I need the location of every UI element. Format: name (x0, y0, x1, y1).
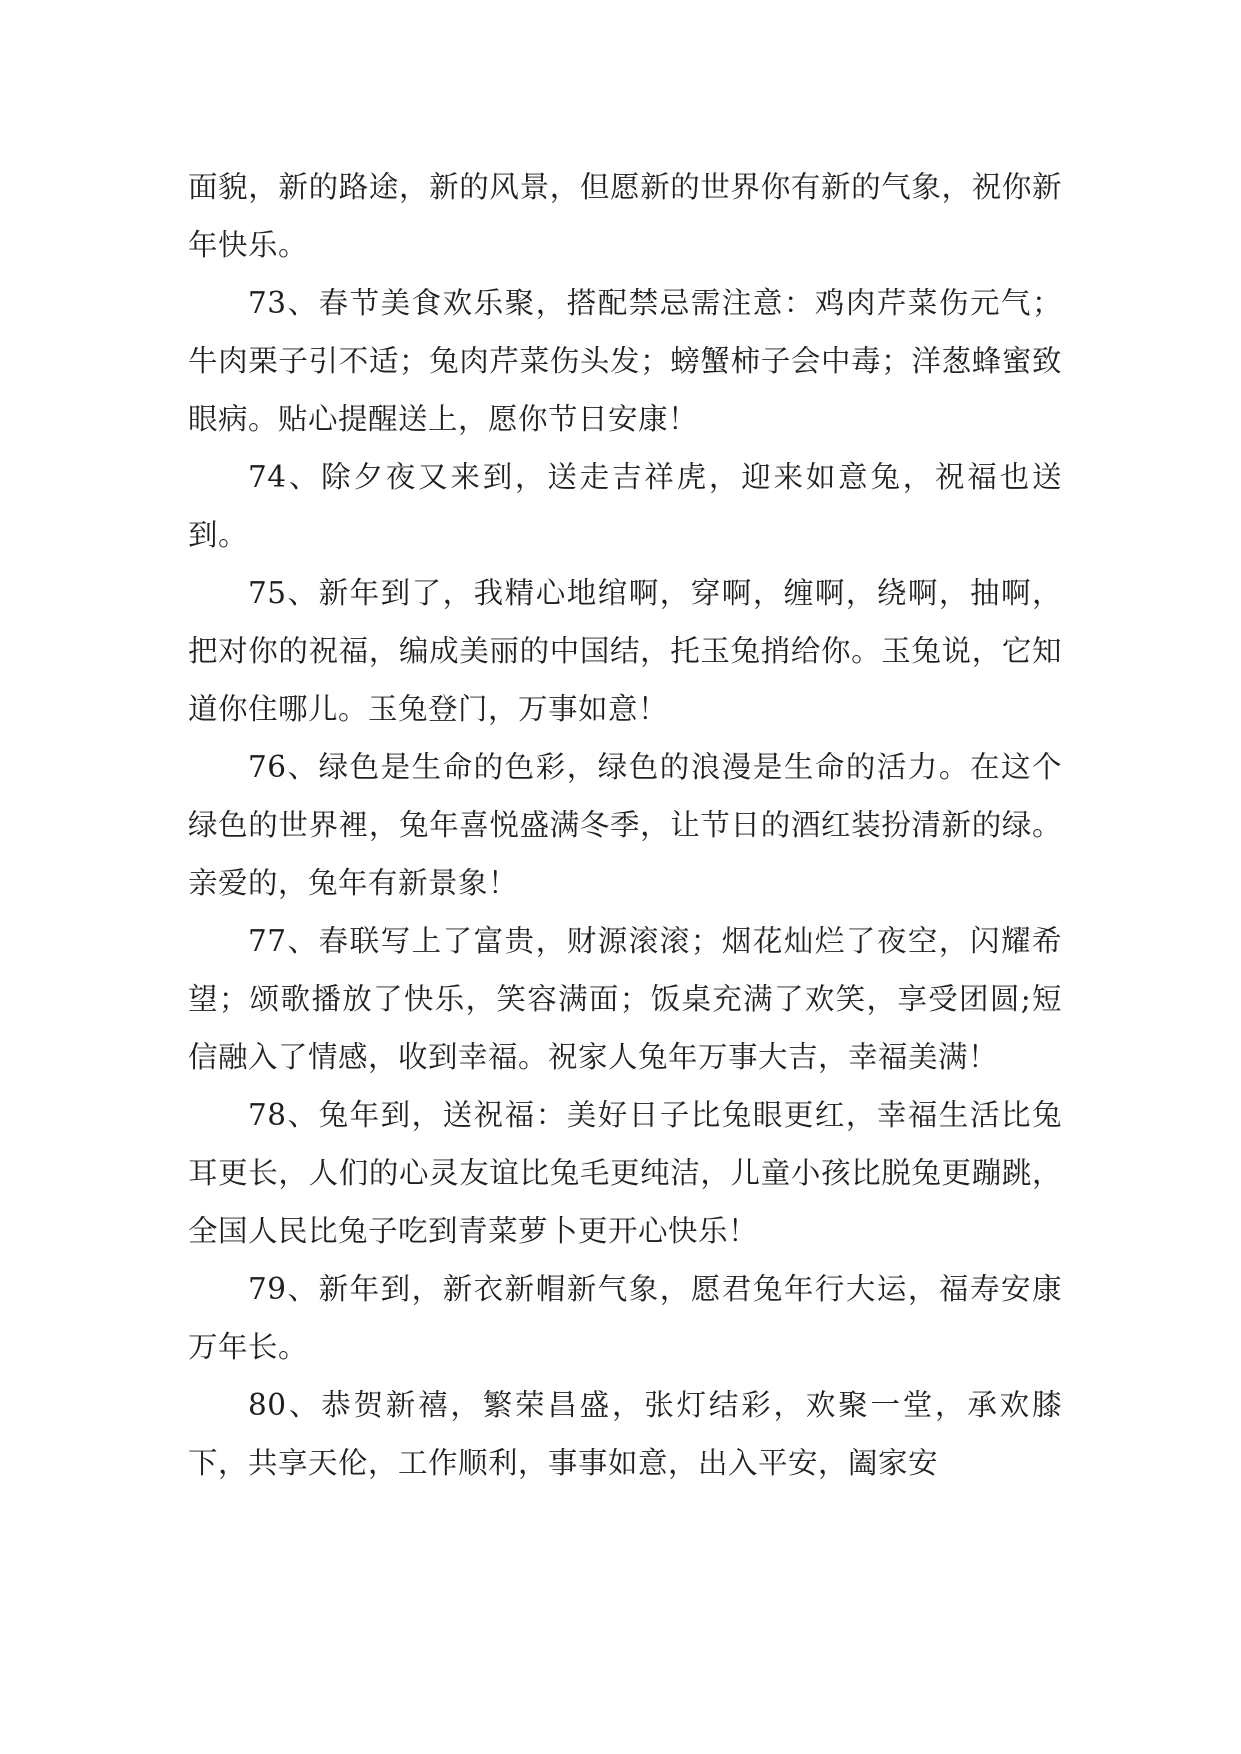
paragraph-78: 78、兔年到，送祝福：美好日子比兔眼更红，幸福生活比兔耳更长，人们的心灵友谊比兔毛更纯洁，儿童小孩比脱兔更蹦跳，全国人民比兔子吃到青菜萝卜更开心快乐！ (188, 1098, 1062, 1248)
paragraph-79: 79、新年到，新衣新帽新气象，愿君兔年行大运，福寿安康万年长。 (188, 1272, 1062, 1364)
paragraph-continued: 面貌，新的路途，新的风景，但愿新的世界你有新的气象，祝你新年快乐。 (188, 170, 1062, 262)
document-body (188, 158, 1062, 1492)
paragraph-77: 77、春联写上了富贵，财源滚滚；烟花灿烂了夜空，闪耀希望；颂歌播放了快乐，笑容满面；饭桌充满了欢笑，享受团圆;短信融入了情感，收到幸福。祝家人兔年万事大吉，幸福美满！ (188, 924, 1062, 1074)
paragraph-75: 75、新年到了，我精心地绾啊，穿啊，缠啊，绕啊，抽啊，把对你的祝福，编成美丽的中国结，托玉兔捎给你。玉兔说，它知道你住哪儿。玉兔登门，万事如意！ (188, 576, 1062, 726)
paragraph-76: 76、绿色是生命的色彩，绿色的浪漫是生命的活力。在这个绿色的世界裡，兔年喜悦盛满冬季，让节日的酒红装扮清新的绿。亲爱的，兔年有新景象！ (188, 750, 1062, 900)
paragraph-74: 74、除夕夜又来到，送走吉祥虎，迎来如意兔，祝福也送到。 (188, 460, 1062, 552)
paragraph-73: 73、春节美食欢乐聚，搭配禁忌需注意：鸡肉芹菜伤元气；牛肉栗子引不适；兔肉芹菜伤头发；螃蟹柿子会中毒；洋葱蜂蜜致眼病。贴心提醒送上，愿你节日安康！ (188, 286, 1062, 436)
paragraph-80: 80、恭贺新禧，繁荣昌盛，张灯结彩，欢聚一堂，承欢膝下，共享天伦，工作顺利，事事如意，出入平安，阖家安 (188, 1388, 1062, 1480)
